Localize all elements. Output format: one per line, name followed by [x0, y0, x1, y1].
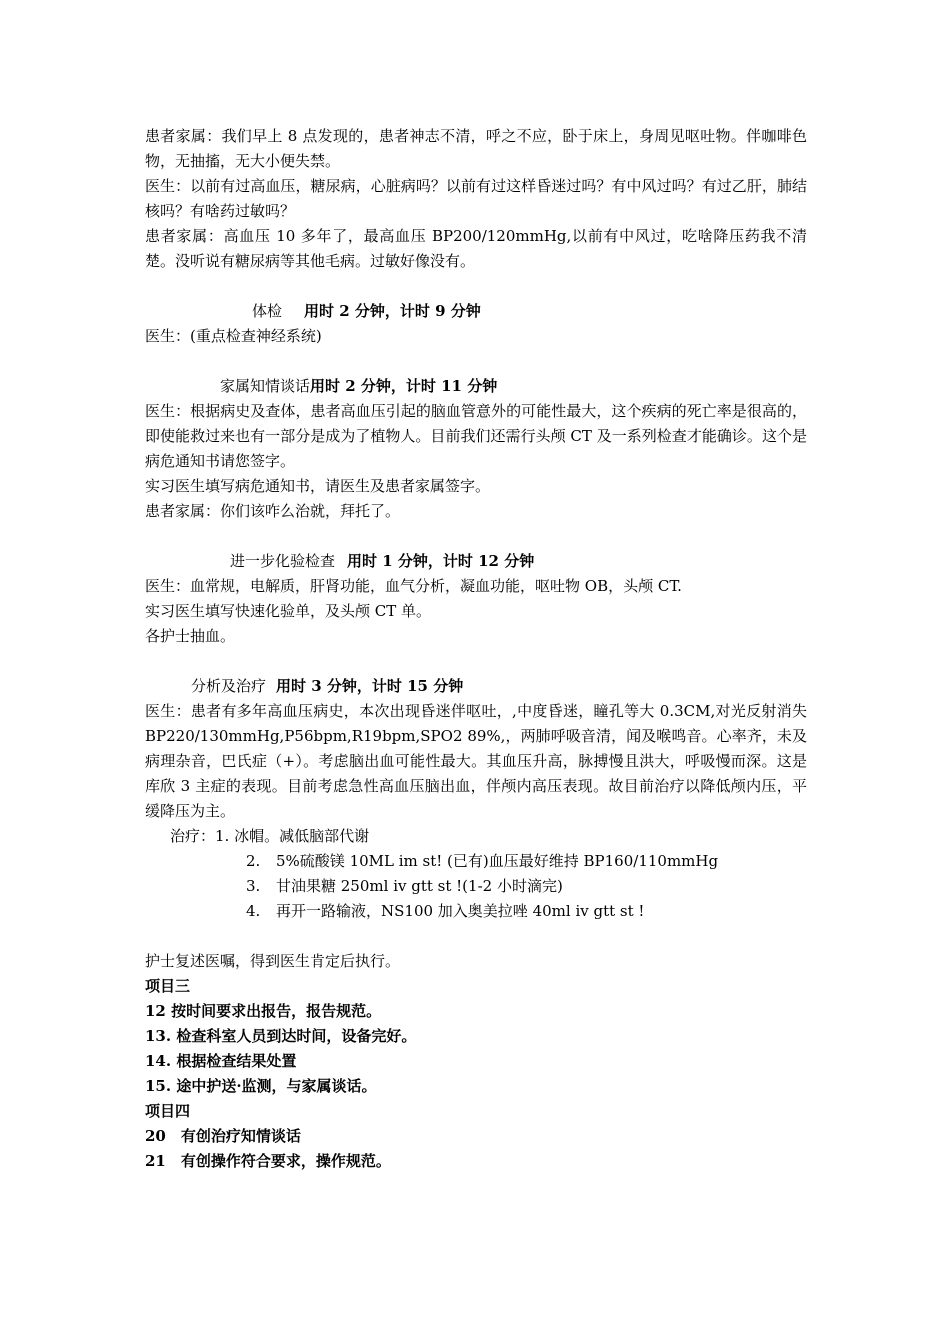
project-four-heading: 项目四	[145, 1102, 191, 1120]
section-treat-analysis: 医生：患者有多年高血压病史，本次出现昏迷伴呕吐，,中度昏迷，瞳孔等大 0.3CM,对光反射消失 BP220/130mmHg,P56bpm,R19bpm,SPO2 89%,，两肺呼吸音清，闻及喉鸣音。心率齐，未及病理杂音，巴氏症（+）。考虑脑出血可能性最大。其血压升高，脉搏慢且洪大，呼吸慢而深。这是库欣 3 主症的表现。目前考虑急性高血压脑出血，伴颅内高压表现。故目前治疗以降低颅内压，平缓降压为主。	[145, 702, 807, 820]
treatment-item-text: 再开一路输液，NS100 加入奥美拉唑 40ml iv gtt st !	[276, 902, 645, 920]
section-lab-title: 进一步化验检查	[230, 552, 336, 570]
spacer	[145, 924, 807, 949]
section-lab-timing: 用时 1 分钟，计时 12 分钟	[347, 552, 535, 570]
section-exam-timing: 用时 2 分钟，计时 9 分钟	[304, 302, 481, 320]
treatment-item	[145, 849, 807, 874]
treatment-item-number: 3.	[246, 877, 261, 895]
project-item-20: 20 有创治疗知情谈话	[145, 1127, 301, 1145]
project-item-13: 13. 检查科室人员到达时间，设备完好。	[145, 1027, 417, 1045]
section-treat-timing: 用时 3 分钟，计时 15 分钟	[276, 677, 464, 695]
project-three-heading: 项目三	[145, 977, 191, 995]
section-consent-text-1: 医生：根据病史及查体，患者高血压引起的脑血管意外的可能性最大，这个疾病的死亡率是很高的，即使能救过来也有一部分是成为了植物人。目前我们还需行头颅 CT 及一系列检查才能确诊。这个是病危通知书请您签字。	[145, 402, 807, 470]
section-lab-text-3: 各护士抽血。	[145, 627, 236, 645]
section-treat-title: 分析及治疗	[191, 677, 267, 695]
section-consent-text-3: 患者家属：你们该咋么治就，拜托了。	[145, 502, 401, 520]
spacer	[145, 524, 807, 549]
treatment-item-number: 4.	[246, 902, 261, 920]
project-item-15: 15. 途中护送·监测，与家属谈话。	[145, 1077, 377, 1095]
section-treat-line: 治疗：1. 冰帽。减低脑部代谢	[170, 827, 370, 845]
section-exam-title: 体检	[252, 302, 283, 320]
treatment-item	[145, 899, 807, 924]
project-item-12: 12 按时间要求出报告，报告规范。	[145, 1002, 382, 1020]
closing-note: 护士复述医嘱，得到医生肯定后执行。	[145, 952, 401, 970]
section-consent-text-2: 实习医生填写病危通知书，请医生及患者家属签字。	[145, 477, 491, 495]
treatment-item-text: 5%硫酸镁 10ML im st! (已有)血压最好维持 BP160/110mmHg	[276, 852, 719, 870]
section-consent-title: 家属知情谈话	[220, 377, 311, 395]
section-treat-heading	[145, 674, 807, 699]
section-lab-text-2: 实习医生填写快速化验单，及头颅 CT 单。	[145, 602, 432, 620]
section-lab-heading	[145, 549, 807, 574]
spacer	[145, 274, 807, 299]
dialog-doctor-1: 医生：以前有过高血压，糖尿病，心脏病吗？以前有过这样昏迷过吗？有中风过吗？有过乙肝，肺结核吗？有啥药过敏吗？	[145, 177, 807, 220]
section-consent-heading	[145, 374, 807, 399]
section-exam-heading	[145, 299, 807, 324]
document-page	[145, 124, 807, 1174]
dialog-family-2: 患者家属：高血压 10 多年了，最高血压 BP200/120mmHg,以前有中风过，吃啥降压药我不清楚。没听说有糖尿病等其他毛病。过敏好像没有。	[145, 227, 807, 270]
dialog-family-1: 患者家属：我们早上 8 点发现的，患者神志不清，呼之不应，卧于床上，身周见呕吐物。伴咖啡色物，无抽搐，无大小便失禁。	[145, 127, 807, 170]
section-consent-timing: 用时 2 分钟，计时 11 分钟	[310, 377, 498, 395]
section-exam-text: 医生：(重点检查神经系统)	[145, 327, 322, 345]
treatment-item-number: 2.	[246, 852, 261, 870]
treatment-item	[145, 874, 807, 899]
section-lab-text-1: 医生：血常规，电解质，肝肾功能，血气分析，凝血功能，呕吐物 OB，头颅 CT.	[145, 577, 682, 595]
treatment-item-text: 甘油果糖 250ml iv gtt st !(1-2 小时滴完)	[276, 877, 563, 895]
spacer	[145, 649, 807, 674]
project-item-21: 21 有创操作符合要求，操作规范。	[145, 1152, 391, 1170]
project-item-14: 14. 根据检查结果处置	[145, 1052, 297, 1070]
spacer	[145, 349, 807, 374]
